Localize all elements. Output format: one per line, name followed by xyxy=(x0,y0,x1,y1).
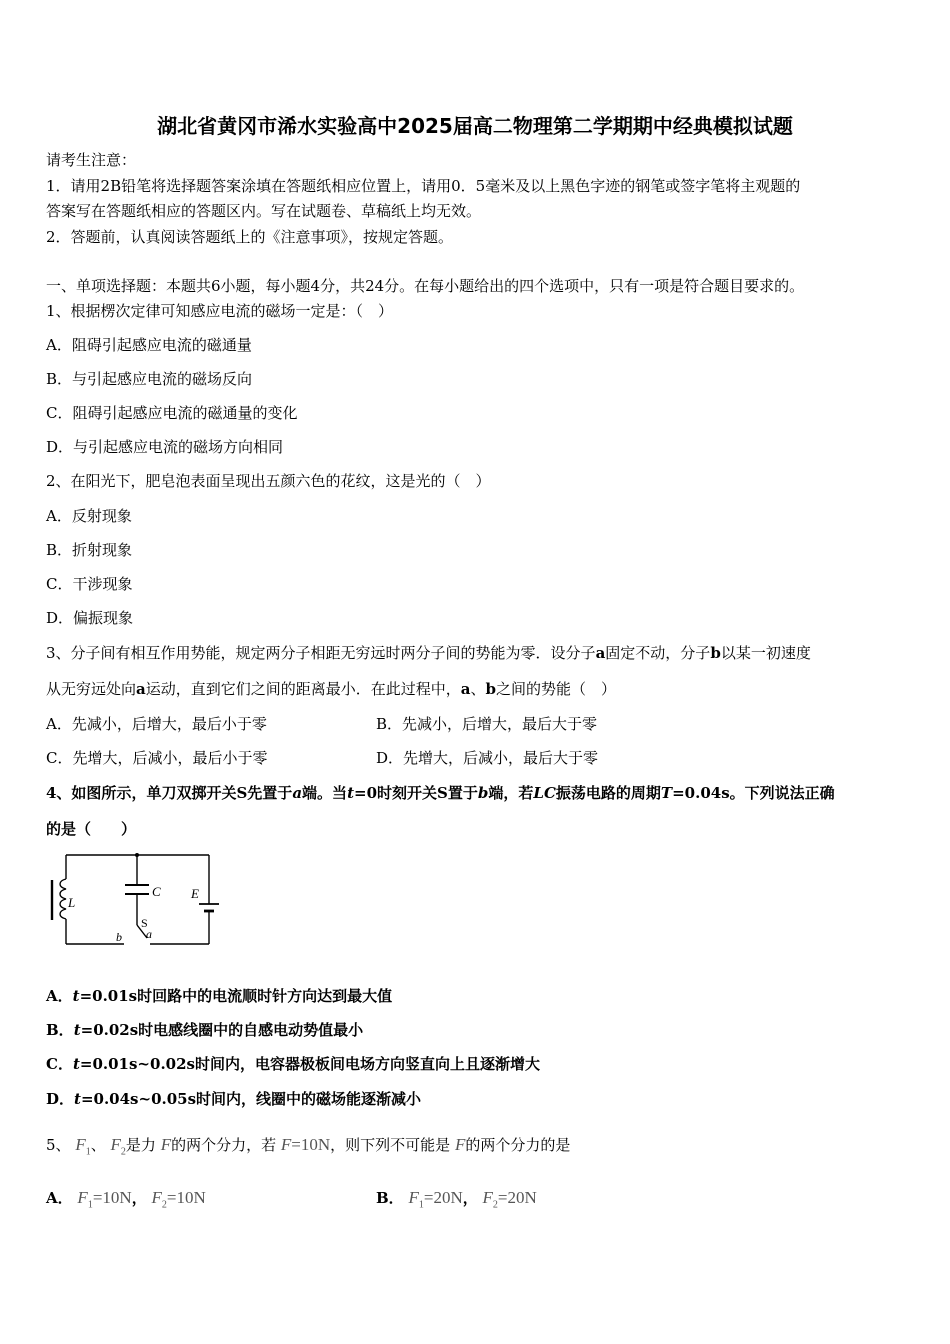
q1-option-a: A．阻碍引起感应电流的磁通量 xyxy=(46,336,252,354)
lc-circuit-diagram xyxy=(46,848,226,950)
q4-option-d: D．t=0.04s~0.05s时间内，线圈中的磁场能逐渐减小 xyxy=(46,1090,422,1108)
q4-option-c: C．t=0.01s~0.02s时间内，电容器极板间电场方向竖直向上且逐渐增大 xyxy=(46,1055,540,1073)
q2-option-d: D．偏振现象 xyxy=(46,609,134,627)
notice-line-1b: 答案写在答题纸相应的答题区内。写在试题卷、草稿纸上均无效。 xyxy=(46,202,482,220)
formula-f-eq: F=10N xyxy=(280,1135,331,1154)
label-l: L xyxy=(68,895,76,910)
q2-option-b: B．折射现象 xyxy=(46,541,133,559)
page-title: 湖北省黄冈市浠水实验高中2025届高二物理第二学期期中经典模拟试题 xyxy=(157,114,793,138)
q3-option-a: A．先减小，后增大，最后小于零 xyxy=(46,715,267,733)
q3-stem-line-1: 3、分子间有相互作用势能，规定两分子相距无穷远时两分子间的势能为零．设分子a固定不动，分子b以某一初速度 xyxy=(46,644,811,662)
q3-option-d: D．先增大，后减小，最后大于零 xyxy=(376,749,599,767)
label-a: a xyxy=(146,927,152,941)
label-c: C xyxy=(152,884,161,899)
q1-option-d: D．与引起感应电流的磁场方向相同 xyxy=(46,438,284,456)
q5-stem: 5、 $F_1$、 $F_2$是力 F的两个分力，若 F=10N，则下列不可能是 F的两个分力的是 xyxy=(46,1135,571,1158)
q4-option-a: A．t=0.01s时回路中的电流顺时针方向达到最大值 xyxy=(46,987,393,1005)
q4-option-b: B．t=0.02s时电感线圈中的自感电动势值最小 xyxy=(46,1021,364,1039)
q4-stem-line-1: 4、如图所示，单刀双掷开关S先置于a端。当t=0时刻开关S置于b端，若LC振荡电路的周期T=0.04s。下列说法正确 xyxy=(46,784,835,802)
notice-line-2: 2．答题前，认真阅读答题纸上的《注意事项》，按规定答题。 xyxy=(46,228,454,246)
q3-stem-line-2: 从无穷远处向a运动，直到它们之间的距离最小．在此过程中，a、b之间的势能（ ） xyxy=(46,680,617,698)
formula-f-2: F xyxy=(454,1135,466,1154)
section-heading: 一、单项选择题：本题共6小题，每小题4分，共24分。在每小题给出的四个选项中，只有一项是符合题目要求的。 xyxy=(46,277,805,295)
q2-option-c: C．干涉现象 xyxy=(46,575,133,593)
formula-f2: $F_2$ xyxy=(110,1135,126,1158)
formula-f: F xyxy=(160,1135,172,1154)
q3-option-b: B．先减小，后增大，最后大于零 xyxy=(376,715,598,733)
q1-option-c: C．阻碍引起感应电流的磁通量的变化 xyxy=(46,404,298,422)
label-b: b xyxy=(116,930,122,944)
notice-line-1a: 1．请用2B铅笔将选择题答案涂填在答题纸相应位置上，请用0．5毫米及以上黑色字迹的钢笔或签字笔将主观题的 xyxy=(46,177,801,195)
q5-option-b: B． $F_1=20N$， $F_2=20N$ xyxy=(376,1188,537,1211)
label-s: S xyxy=(141,916,148,930)
q5-option-a: A． $F_1=10N$， $F_2=10N$ xyxy=(46,1188,206,1211)
label-e: E xyxy=(191,886,199,901)
notice-heading: 请考生注意： xyxy=(46,151,137,169)
q1-stem: 1、根据楞次定律可知感应电流的磁场一定是：（ ） xyxy=(46,302,394,320)
q2-stem: 2、在阳光下，肥皂泡表面呈现出五颜六色的花纹，这是光的（ ） xyxy=(46,472,491,490)
q2-option-a: A．反射现象 xyxy=(46,507,132,525)
q4-stem-line-2: 的是（ ） xyxy=(46,820,137,838)
q1-option-b: B．与引起感应电流的磁场反向 xyxy=(46,370,253,388)
formula-f1: $F_1$ xyxy=(75,1135,91,1158)
q3-option-c: C．先增大，后减小，最后小于零 xyxy=(46,749,268,767)
